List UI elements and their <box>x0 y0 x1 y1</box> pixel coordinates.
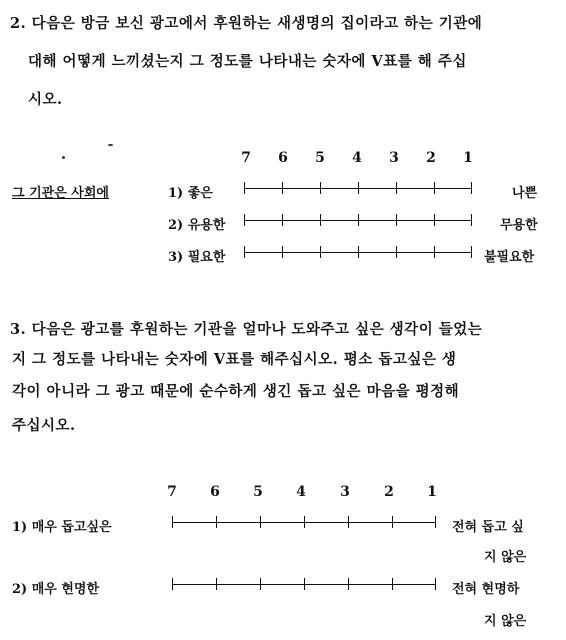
question-2-line-1: 2. 다음은 방금 보신 광고에서 후원하는 새생명의 집이라고 하는 기관에 <box>10 15 483 32</box>
q2-subject: 그 기관은 사회에 <box>12 186 109 201</box>
q2-scale-numbers <box>0 150 566 170</box>
question-3-line-4: 주십시오. <box>12 417 76 434</box>
scale-number: 7 <box>241 150 251 166</box>
scale-number: 5 <box>315 150 325 166</box>
q3-item-2-right-2: 지 않은 <box>484 614 527 629</box>
scale-number: 1 <box>463 150 473 166</box>
q3-scale-numbers <box>0 484 566 504</box>
q3-item-2-right-1: 전혀 현명하 <box>452 582 520 597</box>
q3-item-1-left: 1) 매우 돕고싶은 <box>12 520 112 535</box>
q2-item-2-left: 2) 유용한 <box>168 218 226 233</box>
q3-item-1-right-1: 전혀 돕고 싶 <box>452 520 524 535</box>
scale-number: 7 <box>167 484 177 500</box>
scale-number: 3 <box>389 150 399 166</box>
q2-item-3-left: 3) 필요한 <box>168 250 226 265</box>
q2-item-3-scale[interactable] <box>244 246 472 258</box>
q3-item-2-scale[interactable] <box>172 578 436 590</box>
scale-number: 3 <box>340 484 350 500</box>
q2-item-1-right: 나쁜 <box>512 186 538 201</box>
q2-item-1-scale[interactable] <box>244 182 472 194</box>
scale-number: 2 <box>384 484 394 500</box>
scale-number: 5 <box>253 484 263 500</box>
q3-item-1-scale[interactable] <box>172 516 436 528</box>
q2-item-2-right: 무용한 <box>500 218 538 233</box>
scale-number: 4 <box>296 484 306 500</box>
stray-mark <box>108 144 113 146</box>
q2-item-3-right: 불필요한 <box>484 250 535 265</box>
question-2-line-2: 대해 어떻게 느끼셨는지 그 정도를 나타내는 숫자에 V표를 해 주십 <box>28 53 467 70</box>
question-3-line-3: 각이 아니라 그 광고 때문에 순수하게 생긴 돕고 싶은 마음을 평정해 <box>12 383 460 400</box>
question-2-line-3: 시오. <box>28 91 63 108</box>
scale-number: 1 <box>427 484 437 500</box>
q2-item-1-left: 1) 좋은 <box>168 186 213 201</box>
scale-number: 6 <box>210 484 220 500</box>
q3-item-2-left: 2) 매우 현명한 <box>12 582 100 597</box>
q2-item-2-scale[interactable] <box>244 214 472 226</box>
question-3-line-1: 3. 다음은 광고를 후원하는 기관을 얼마나 도와주고 싶은 생각이 들었는 <box>10 321 483 338</box>
q3-item-1-right-2: 지 않은 <box>484 550 527 565</box>
scale-number: 4 <box>352 150 362 166</box>
scale-number: 2 <box>426 150 436 166</box>
question-3-line-2: 지 그 정도를 나타내는 숫자에 V표를 해주십시오. 평소 돕고싶은 생 <box>12 351 457 368</box>
scale-number: 6 <box>278 150 288 166</box>
